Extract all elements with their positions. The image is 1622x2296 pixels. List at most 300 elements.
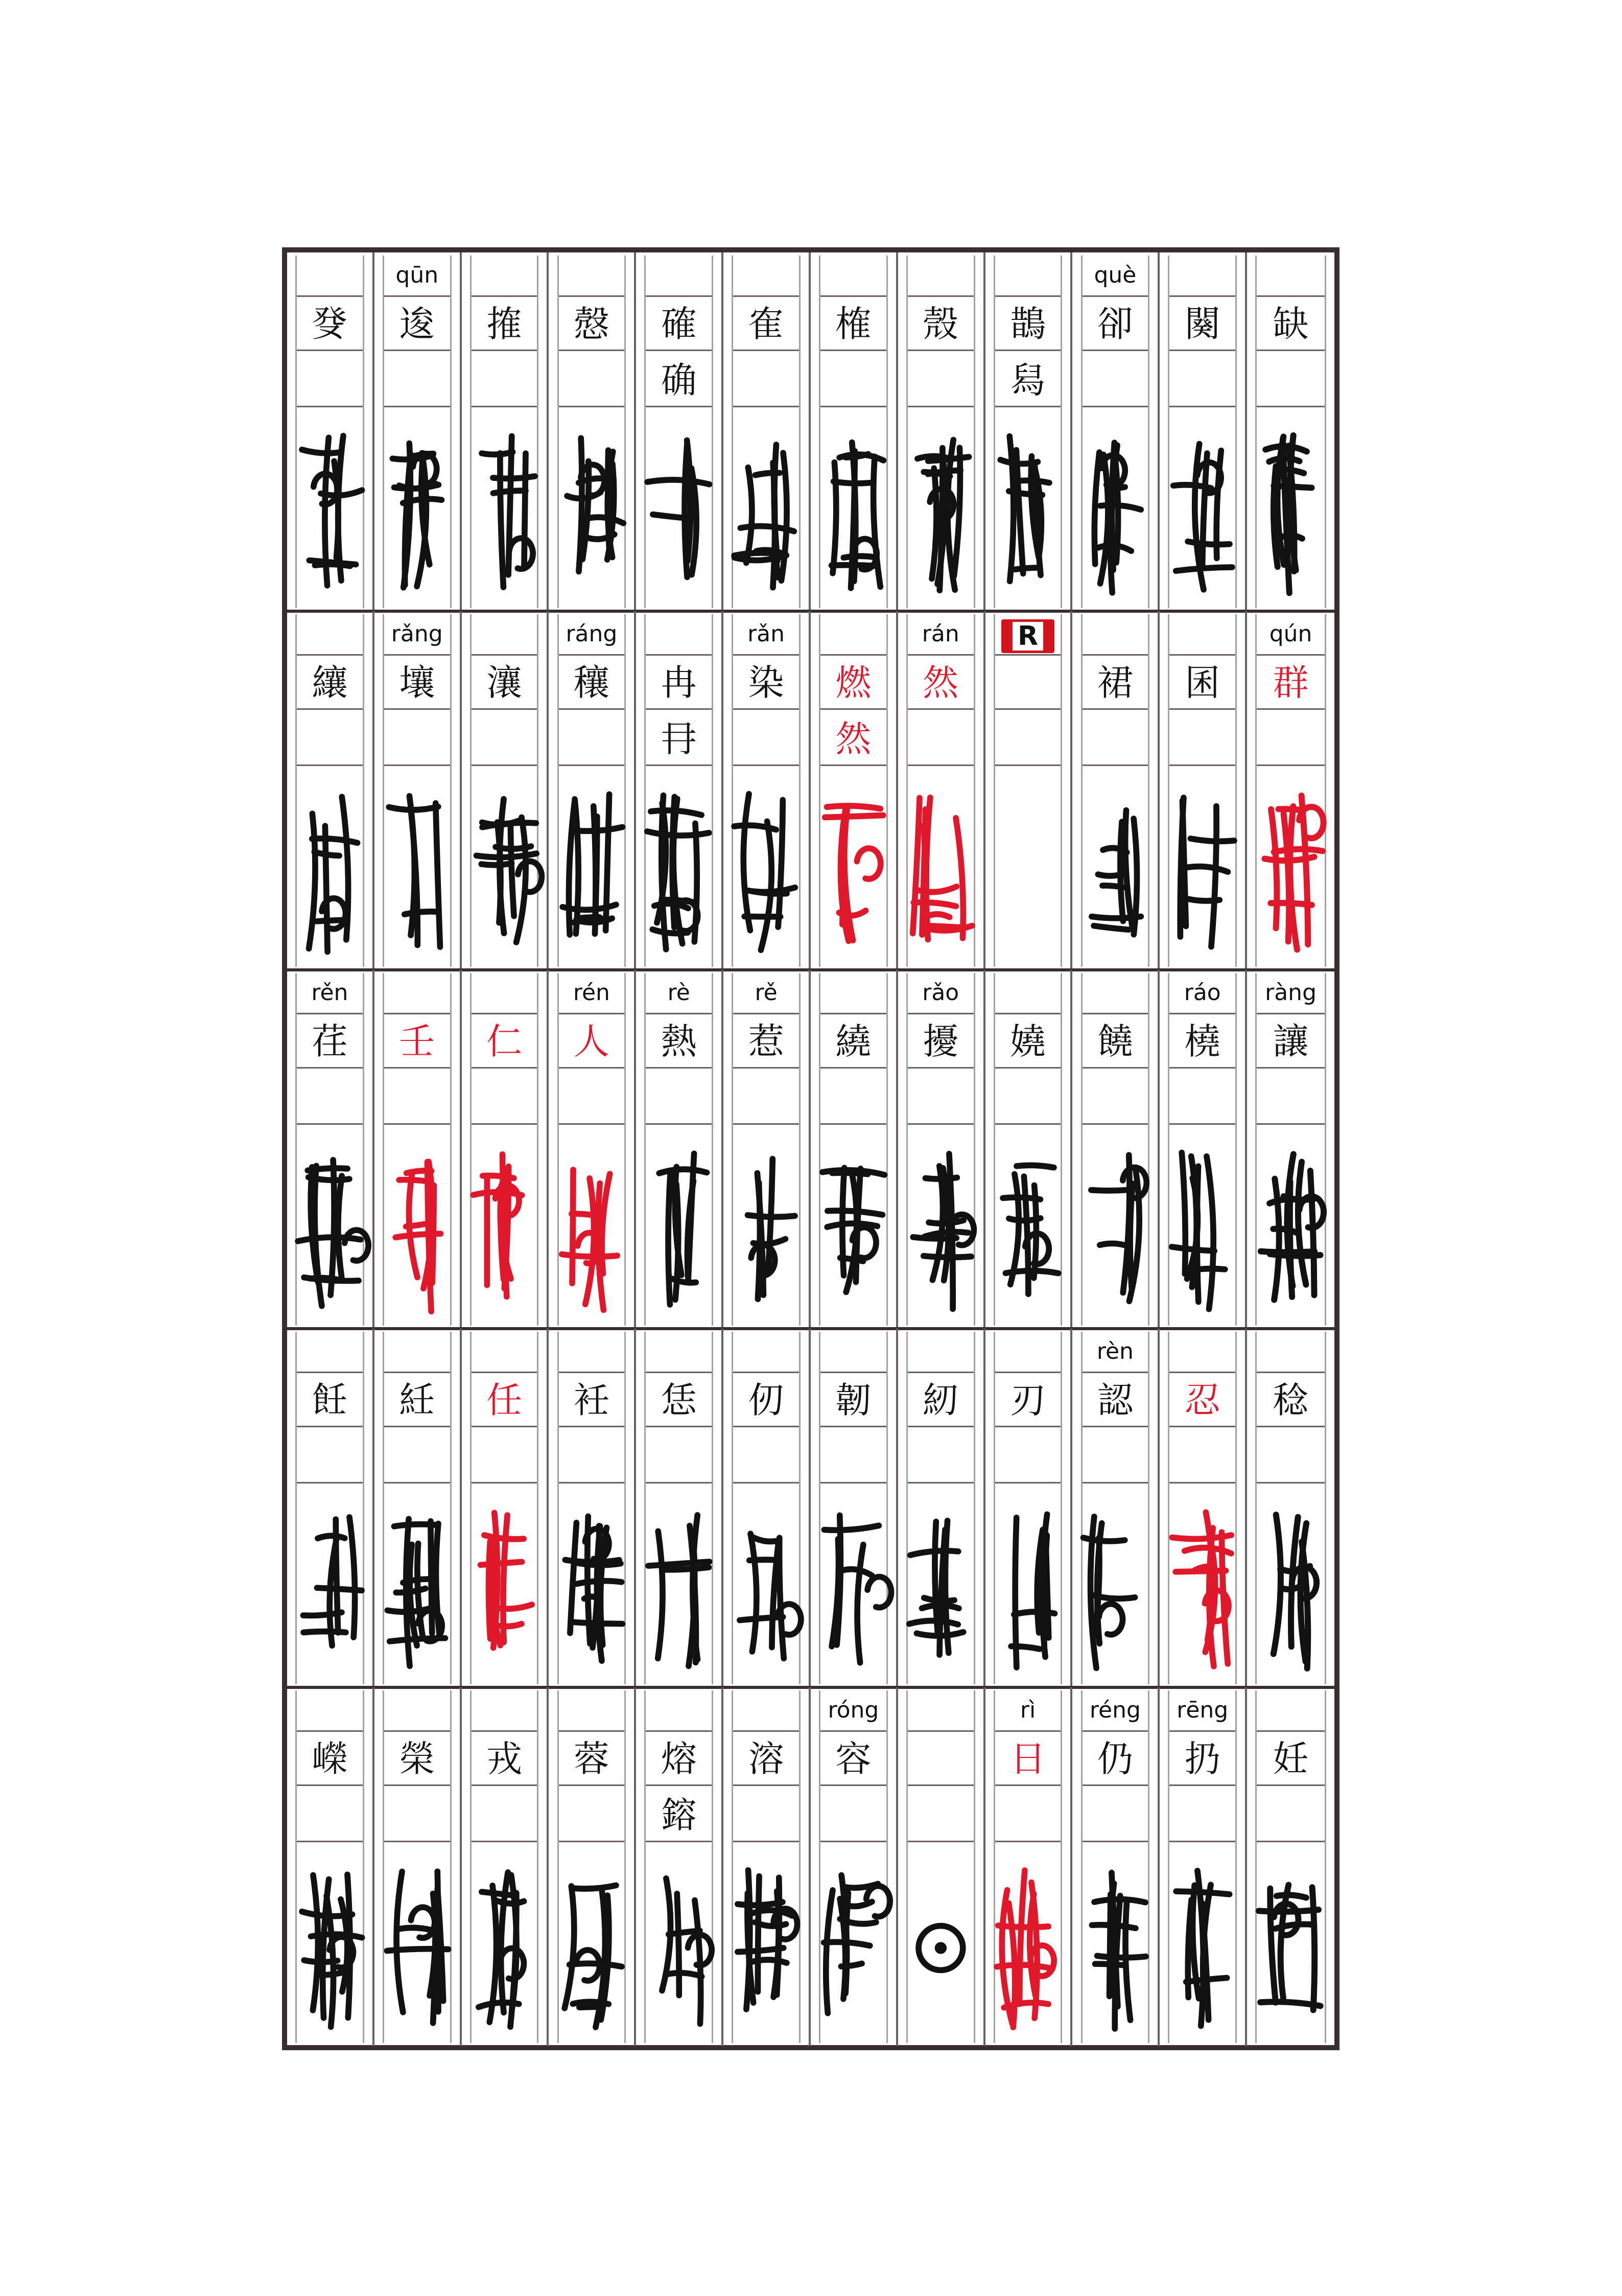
cell-rule [383,1784,452,1786]
regular-script-character: 癹 [312,303,348,345]
cell-rule [470,406,539,407]
cell-rule [1168,295,1237,297]
seal-glyph-drawing [811,780,896,964]
cell-rule [644,1841,713,1842]
regular-script-character: 闋 [1184,303,1220,345]
chart-cell [898,970,985,1329]
chart-cell [1247,252,1334,611]
regular-script-character: 讓 [1273,1021,1309,1062]
seal-script-glyph [985,1497,1071,1681]
cell-rule [1168,1426,1237,1427]
seal-script-glyph [723,780,809,964]
seal-script-glyph [1073,1139,1158,1323]
chart-cell [462,970,549,1329]
pinyin-label [1160,256,1245,295]
chart-cell [811,1329,898,1687]
cell-rule [819,406,888,407]
cell-rule [1255,1426,1326,1427]
cell-rule [819,295,888,297]
seal-script-glyph [374,421,460,605]
cell-rule [295,1426,364,1427]
regular-script-character: 纕 [312,662,348,704]
cell-rule [557,1372,626,1373]
cell-rule [1081,1784,1150,1786]
seal-script-glyph [374,1139,460,1323]
cell-rule [557,1482,626,1483]
seal-glyph-drawing [462,780,547,964]
pinyin-label [723,1690,809,1730]
cell-rule [557,1730,626,1732]
seal-glyph-drawing [1073,1497,1158,1681]
cell-rule [732,1841,801,1842]
regular-script-character: 蓉 [573,1738,609,1780]
regular-script-character: 人 [573,1021,609,1062]
cell-rule [994,350,1063,351]
cell-rule [295,1372,364,1373]
seal-glyph-drawing [723,1139,809,1323]
cell-rule [732,764,801,766]
cell-rule [1081,406,1150,407]
seal-script-glyph [549,780,634,964]
cell-rule [1081,1426,1150,1427]
seal-script-glyph [1160,421,1245,605]
cell-rule [1255,1482,1326,1483]
regular-script-character: 刃 [1010,1379,1046,1421]
seal-glyph-drawing [1073,780,1158,964]
regular-script-character: 荏 [312,1021,348,1062]
pinyin-label: ràng [1265,980,1317,1006]
pinyin-label [462,973,547,1013]
pinyin-label: rè [667,980,690,1006]
cell-rule [1255,350,1326,351]
pinyin-label: rǎn [747,621,785,647]
cell-rule [644,708,713,710]
regular-script-character: 確 [661,303,697,345]
regular-script-character: 群 [1273,662,1309,704]
cell-rule [470,654,539,656]
chart-cell [287,1687,374,2046]
cell-rule [1168,764,1237,766]
pinyin-label [462,614,547,654]
seal-script-glyph [1160,780,1245,964]
cell-rule [994,708,1063,710]
cell-rule [906,1372,975,1373]
cell-rule [819,350,888,351]
chart-cell [811,252,898,611]
cell-rule [1081,708,1150,710]
pinyin-label [1073,614,1158,654]
pinyin-label [462,256,547,295]
chart-cell [636,1329,723,1687]
seal-script-glyph [723,1139,809,1323]
seal-glyph-drawing [985,1856,1071,2040]
pinyin-label [1247,256,1334,295]
cell-rule [557,1784,626,1786]
regular-script-character: 裙 [1097,662,1133,704]
cell-rule [906,1482,975,1483]
pinyin-label: rēng [1177,1697,1229,1723]
cell-rule [470,1123,539,1125]
seal-glyph-drawing [1073,1139,1158,1323]
cell-rule [1255,1730,1326,1732]
seal-script-glyph [1073,1497,1158,1681]
cell-rule [644,654,713,656]
cell-rule [557,1067,626,1069]
cell-rule [295,708,364,710]
pinyin-label [811,614,896,654]
pinyin-label: què [1094,262,1137,288]
seal-glyph-drawing [287,1139,372,1323]
regular-script-character: 紉 [923,1379,959,1421]
cell-rule [557,406,626,407]
cell-rule [470,1013,539,1014]
cell-rule [383,1067,452,1069]
chart-cell [549,970,637,1329]
cell-rule [1168,1784,1237,1786]
regular-script-character: 橈 [1184,1021,1220,1062]
chart-cell [723,1329,811,1687]
chart-cell [462,611,549,970]
cell-rule [906,1426,975,1427]
seal-glyph-drawing [462,1497,547,1681]
chart-cell [1073,970,1160,1329]
chart-cell [1160,611,1247,970]
seal-script-glyph [636,1856,721,2040]
cell-rule [1081,1067,1150,1069]
cell-rule [557,295,626,297]
seal-script-glyph [462,780,547,964]
cell-rule [383,1123,452,1125]
circle-dot-glyph [898,1856,983,2040]
chart-cell [287,1329,374,1687]
cell-rule [557,708,626,710]
chart-cell [374,252,462,611]
chart-cell [1073,611,1160,970]
seal-glyph-drawing [374,1139,460,1323]
seal-script-glyph [374,780,460,964]
cell-rule [644,406,713,407]
seal-glyph-drawing [1160,1139,1245,1323]
chart-cell [811,1687,898,2046]
badge-letter: R [1013,622,1043,651]
cell-rule [1081,350,1150,351]
chart-row-1 [287,252,1334,611]
cell-rule [1255,654,1326,656]
cell-rule [295,1123,364,1125]
cell-rule [470,708,539,710]
cell-rule [470,295,539,297]
cell-rule [732,1067,801,1069]
seal-script-glyph [1247,1497,1334,1681]
cell-rule [470,1482,539,1483]
chart-cell [723,1687,811,2046]
cell-rule [1168,1013,1237,1014]
seal-script-glyph [1073,780,1158,964]
cell-rule [994,1841,1063,1842]
chart-row-4 [287,1329,1334,1687]
regular-script-character: 恁 [661,1379,697,1421]
seal-glyph-drawing [287,1497,372,1681]
cell-rule [1255,1123,1326,1125]
seal-glyph-drawing [1247,1497,1334,1681]
seal-script-glyph [985,1139,1071,1323]
seal-script-glyph [1247,1139,1334,1323]
seal-glyph-drawing [1247,1139,1334,1323]
regular-script-character: 壬 [399,1021,435,1062]
chart-cell [1073,1329,1160,1687]
chart-cell [1160,252,1247,611]
regular-script-character: 飪 [312,1379,348,1421]
pinyin-label [287,1332,372,1372]
regular-script-character: 卻 [1097,303,1133,345]
chart-cell [1073,1687,1160,2046]
cell-rule [906,1123,975,1125]
seal-script-glyph [462,421,547,605]
regular-script-character: 繞 [835,1021,872,1062]
cell-rule [1081,1730,1150,1732]
seal-script-glyph [1247,780,1334,964]
cell-rule [819,1013,888,1014]
cell-rule [644,1067,713,1069]
cell-rule [732,1372,801,1373]
regular-script-character: 稔 [1273,1379,1309,1421]
regular-script-character: 冄 [661,718,697,760]
pinyin-label [1073,973,1158,1013]
seal-script-glyph [985,421,1071,605]
chart-row-2 [287,611,1334,970]
cell-rule [819,1067,888,1069]
pinyin-label [636,1332,721,1372]
chart-cell [985,1687,1073,2046]
cell-rule [994,1784,1063,1786]
regular-script-character: 嬈 [1010,1021,1046,1062]
pinyin-label: rěn [311,980,348,1006]
regular-script-character: 然 [923,662,959,704]
cell-rule [470,1730,539,1732]
seal-script-glyph [287,1139,372,1323]
cell-rule [906,764,975,766]
seal-script-glyph [898,421,983,605]
seal-script-glyph [1247,1856,1334,2040]
regular-script-character: 日 [1010,1738,1046,1780]
cell-rule [1168,1730,1237,1732]
cell-rule [557,654,626,656]
regular-script-character: 衽 [573,1379,609,1421]
regular-script-character: 紝 [399,1379,435,1421]
cell-rule [994,1730,1063,1732]
regular-script-character: 冉 [661,662,697,704]
cell-rule [470,1841,539,1842]
regular-script-character: 仞 [748,1379,784,1421]
cell-rule [383,764,452,766]
pinyin-label [549,256,634,295]
pinyin-label [374,973,460,1013]
cell-rule [557,1841,626,1842]
cell-rule [295,1730,364,1732]
cell-rule [732,1013,801,1014]
seal-glyph-drawing [1160,780,1245,964]
cell-rule [470,1784,539,1786]
cell-rule [732,654,801,656]
seal-script-glyph [723,1856,809,2040]
cell-rule [819,1372,888,1373]
cell-rule [1168,1372,1237,1373]
seal-script-glyph [811,1139,896,1323]
chart-cell [462,1687,549,2046]
cell-rule [644,350,713,351]
chart-cell [723,252,811,611]
seal-script-glyph [811,780,896,964]
cell-rule [1255,1013,1326,1014]
cell-rule [994,406,1063,407]
seal-glyph-drawing [985,1139,1071,1323]
seal-script-glyph [549,421,634,605]
chart-cell [287,252,374,611]
cell-rule [994,1013,1063,1014]
seal-glyph-drawing [1160,421,1245,605]
chart-cell [723,611,811,970]
seal-script-glyph [1160,1856,1245,2040]
pinyin-label [723,1332,809,1372]
regular-script-character: 缺 [1273,303,1309,345]
seal-glyph-drawing [723,1497,809,1681]
regular-script-character: 鎔 [661,1794,697,1836]
seal-script-glyph [898,1139,983,1323]
regular-script-character: 搉 [486,303,523,345]
cell-rule [470,1067,539,1069]
cell-rule [906,406,975,407]
cell-rule [906,1067,975,1069]
chart-cell [1247,1687,1334,2046]
seal-glyph-drawing [1247,1856,1334,2040]
chart-cell [549,1687,637,2046]
pinyin-label [636,256,721,295]
seal-script-glyph [811,1497,896,1681]
regular-script-character: 隺 [748,303,784,345]
regular-script-character: 戎 [486,1738,523,1780]
seal-script-glyph [549,1856,634,2040]
regular-script-character: 逡 [399,303,435,345]
seal-glyph-drawing [549,1139,634,1323]
pinyin-label [636,1690,721,1730]
cell-rule [1168,654,1237,656]
chart-cell [636,970,723,1329]
cell-guide-line [994,614,995,967]
seal-script-glyph [374,1497,460,1681]
cell-rule [994,1123,1063,1125]
cell-rule [470,350,539,351]
cell-rule [1081,764,1150,766]
seal-script-glyph [636,421,721,605]
regular-script-character: 慤 [573,303,609,345]
chart-cell [898,611,985,970]
cell-rule [819,1482,888,1483]
cell-rule [1255,1841,1326,1842]
cell-rule [906,1013,975,1014]
cell-rule [906,654,975,656]
cell-rule [383,1013,452,1014]
cell-rule [383,1841,452,1842]
pinyin-label [549,1690,634,1730]
cell-rule [644,1784,713,1786]
chart-cell [985,1329,1073,1687]
regular-script-character: 溶 [748,1738,784,1780]
cell-rule [1255,1372,1326,1373]
chart-cell [1247,1329,1334,1687]
cell-rule [994,1372,1063,1373]
chart-cell [549,611,637,970]
cell-rule [383,1482,452,1483]
pinyin-label: rén [573,980,610,1006]
seal-glyph-drawing [636,1497,721,1681]
chart-cell [811,611,898,970]
cell-rule [295,1067,364,1069]
seal-script-glyph [723,1497,809,1681]
seal-glyph-drawing [811,1497,896,1681]
pinyin-label: rǎo [922,980,959,1006]
cell-rule [906,708,975,710]
cell-rule [1081,654,1150,656]
chart-cell [462,252,549,611]
cell-rule [732,1482,801,1483]
chart-cell [811,970,898,1329]
cell-rule [470,764,539,766]
letter-r-badge [1001,619,1054,653]
regular-script-character: 穰 [573,662,609,704]
seal-script-glyph [1247,421,1334,605]
chart-cell [898,252,985,611]
pinyin-label [287,614,372,654]
cell-rule [994,1426,1063,1427]
cell-rule [732,350,801,351]
cell-rule [644,1013,713,1014]
cell-rule [1255,406,1326,407]
regular-script-character: 韌 [835,1379,872,1421]
pinyin-label [811,973,896,1013]
seal-glyph-drawing [549,1497,634,1681]
seal-glyph-drawing [1247,780,1334,964]
seal-glyph-drawing [549,780,634,964]
cell-rule [470,1426,539,1427]
chart-cell [636,611,723,970]
cell-rule [295,654,364,656]
seal-glyph-drawing [1160,1856,1245,2040]
cell-rule [1081,1841,1150,1842]
seal-glyph-drawing [549,421,634,605]
regular-script-character: 壤 [399,662,435,704]
regular-script-character: 然 [835,718,872,760]
seal-script-glyph [811,421,896,605]
cell-rule [1081,1123,1150,1125]
cell-rule [383,295,452,297]
pinyin-label [723,256,809,295]
seal-glyph-drawing [898,780,983,964]
cell-rule [295,1013,364,1014]
pinyin-label [1160,1332,1245,1372]
cell-rule [295,350,364,351]
cell-rule [819,1426,888,1427]
regular-script-character: 熔 [661,1738,697,1780]
regular-script-character: 榷 [835,303,872,345]
seal-script-glyph [898,1497,983,1681]
cell-rule [994,1067,1063,1069]
seal-script-glyph [374,1856,460,2040]
cell-rule [383,654,452,656]
chart-cell [462,1329,549,1687]
character-chart [282,247,1339,2050]
pinyin-label: rì [1020,1697,1036,1723]
chart-cell [1073,252,1160,611]
